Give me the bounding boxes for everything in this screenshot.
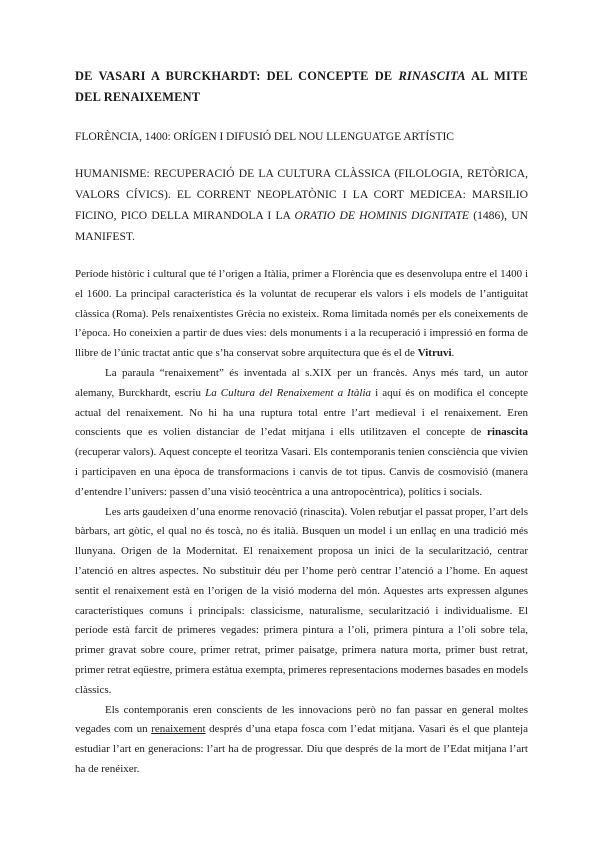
heading-italic-title: ORATIO DE HOMINIS DIGNITATE [294, 209, 470, 222]
bold-term-vitruvi: Vitruvi [417, 347, 452, 360]
italic-book-title: La Cultura del Renaixement a Itàlia [205, 386, 372, 399]
underlined-term-renaixement: renaixement [151, 723, 206, 736]
document-title [75, 66, 528, 108]
paragraph-2: La paraula “renaixement” és inventada al s.XIX per un francès. Anys més tard, un autor alemany, Burckhardt, escriu La Cultura del Renaixement a Itàlia i aquí és on modifica el concepte actual del renaixement. No hi ha una ruptura total entre l’art medieval i el renaixement. Eren conscients que es volien distanciar de l’edat mitjana i ells utilitzaven el concepte de rinascita (recuperar valors). Aquest concepte el teoritza Vasari. Els contemporanis tenien consciència que vivien i participaven en una època de transformacions i canvis de tot tipus. Canvis de cosmovisió (manera d’entendre l’univers: passen d’una visió teocèntrica a una antropocèntrica), polítics i socials. [75, 366, 528, 498]
section-heading-humanisme [75, 163, 528, 247]
title-text-end: AL MITE DEL RENAIXEMENT [75, 69, 528, 104]
section-heading-florencia: FLORÈNCIA, 1400: ORÍGEN I DIFUSIÓ DEL NOU LLENGUATGE ARTÍSTIC [75, 130, 454, 143]
title-italic-term: RINASCITA [398, 69, 466, 83]
paragraph-4: Els contemporanis eren conscients de les innovacions però no fan passar en general moltes vegades com un renaixement després d’una etapa fosca com l’edat mitjana. Vasari és el que planteja estudiar l’art en generacions: l’art ha de progressar. Diu que després de la mort de l’Edat mitjana l’art ha de renéixer. [75, 703, 528, 775]
paragraph-1: Període històric i cultural que té l’origen a Itàlia, primer a Florència que es desenvolupa entre el 1400 i el 1600. La principal característica és la voluntat de recuperar els valors i els models de l’antiguitat clàssica (Roma). Pels renaixentistes Grècia no existeix. Roma limitada només per els coneixements de l’època. Ho coneixien a partir de dues vies: dels monuments i a la recuperació i impressió en forma de llibre de l’únic tractat antic que s’ha conservat sobre arquitectura que és el de Vitruvi. [75, 268, 528, 360]
heading-text-end: (1486), UN MANIFEST. [75, 209, 528, 243]
title-text: DE VASARI A BURCKHARDT: DEL CONCEPTE DE [75, 69, 399, 83]
paragraph-3: Les arts gaudeixen d’una enorme renovació (rinascita). Volen rebutjar el passat proper, l’art dels bàrbars, art gòtic, el qual no és toscà, no és italià. Busquen un model i un enllaç en una tradició més llunyana. Origen de la Modernitat. El renaixement proposa un inici de la secularització, centrar l’atenció en altres aspectes. No substituir déu per l’home però centrar l’atenció a l’home. En aquest sentit el renaixement està en l’origen de la visió moderna del món. Aquestes arts expressen algunes característiques comuns i principals: classicisme, naturalisme, secularització i individualisme. El període està farcit de primeres vegades: primera pintura a l’oli, primera pintura a l’oli sobre tela, primer gravat sobre coure, primer retrat, primer paisatge, primera natura morta, primer bust retrat, primer retrat eqüestre, primera estàtua exempta, primeres representacions modernes basades en models clàssics. [75, 505, 528, 696]
body-text [75, 265, 528, 780]
bold-term-rinascita: rinascita [487, 426, 528, 439]
heading-text: HUMANISME: RECUPERACIÓ DE LA CULTURA CLÀSSICA (FILOLOGIA, RETÒRICA, VALORS CÍVICS). EL CORRENT NEOPLATÒNIC I LA CORT MEDICEA: MARSILIO FICINO, PICO DELLA MIRANDOLA I LA [75, 167, 528, 222]
document-page [75, 66, 528, 780]
